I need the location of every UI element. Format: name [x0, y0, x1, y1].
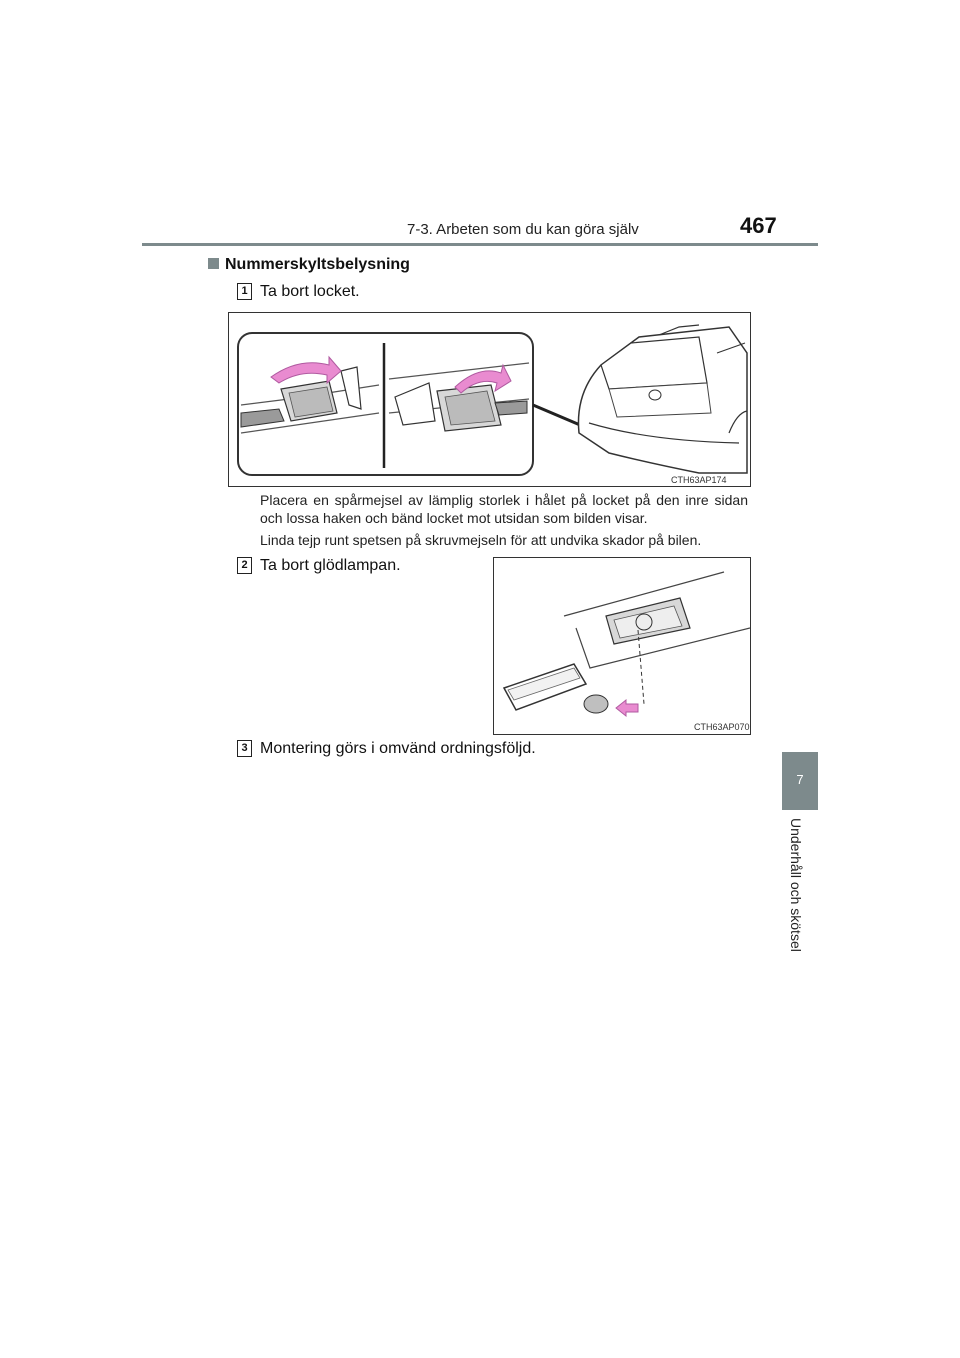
page-number: 467	[740, 213, 777, 238]
chapter-number: 7	[796, 772, 804, 787]
chapter-tab	[782, 752, 818, 810]
note-paragraph-2: Linda tejp runt spetsen på skruvmejseln för att undvika skador på bilen.	[260, 532, 702, 548]
section-heading	[208, 256, 410, 274]
figure-remove-bulb	[493, 557, 751, 735]
note-paragraph-1: Placera en spårmejsel av lämplig storlek i hålet på locket på den inre sidan och lossa haken och bänd locket mot utsidan som bilden visar.	[260, 492, 748, 526]
figure-remove-bulb-illustration	[494, 558, 750, 734]
header-divider	[142, 243, 818, 246]
step-number-3: 3	[237, 740, 252, 757]
step-text-1: Ta bort locket.	[260, 283, 360, 300]
step-number-1: 1	[237, 283, 252, 300]
step-text-2: Ta bort glödlampan.	[260, 557, 401, 574]
step-number-2: 2	[237, 557, 252, 574]
chapter-title: Underhåll och skötsel	[788, 818, 804, 952]
figure-remove-cover	[228, 312, 751, 487]
figure-remove-cover-illustration	[229, 313, 750, 486]
section-heading-text: Nummerskyltsbelysning	[225, 256, 410, 273]
figure-code-2: CTH63AP070	[694, 722, 750, 732]
figure-code-1: CTH63AP174	[671, 475, 727, 485]
step-text-3: Montering görs i omvänd ordningsföljd.	[260, 740, 536, 757]
heading-square-icon	[208, 258, 219, 269]
header-section-title: 7-3. Arbeten som du kan göra själv	[407, 221, 639, 238]
